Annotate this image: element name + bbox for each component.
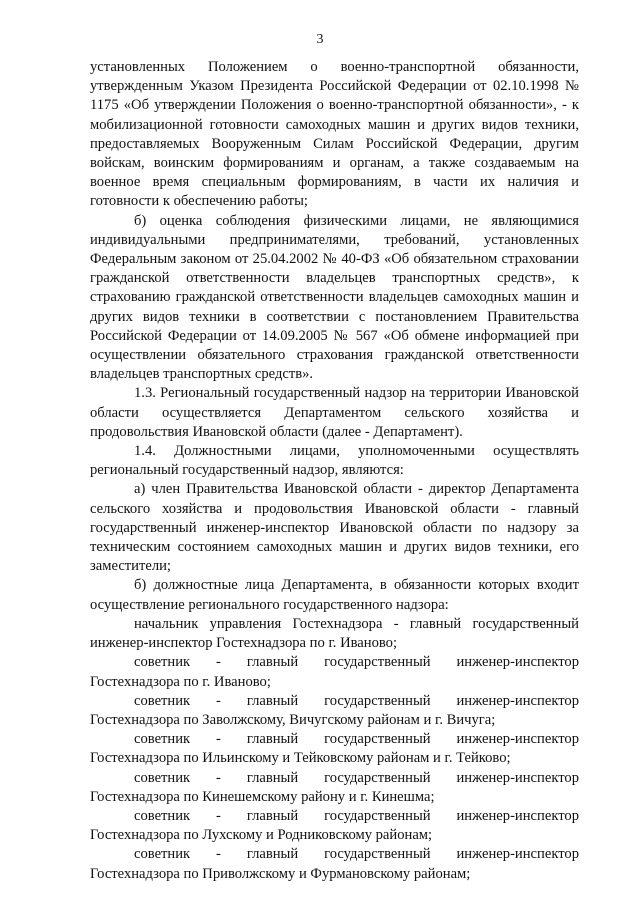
page-number: 3: [316, 32, 324, 47]
paragraph-advisor-zavolzhsky-vichugsky: советник - главный государственный инженер-инспектор Гостехнадзора по Заволжскому, Вичугскому районам и г. Вичуга;: [90, 692, 579, 728]
paragraph-advisor-ilyinsky-teykovsky: советник - главный государственный инженер-инспектор Гостехнадзора по Ильинскому и Тейковскому районам и г. Тейково;: [90, 731, 579, 767]
paragraph-item-b-department-officials: б) должностные лица Департамента, в обязанности которых входит осуществление регионального государственного надзора:: [90, 577, 579, 613]
paragraph-advisor-privolzhsky-furmanovsky: советник - главный государственный инженер-инспектор Гостехнадзора по Приволжскому и Фурмановскому районам;: [90, 846, 579, 882]
document-body: [90, 58, 579, 884]
paragraph-advisor-ivanovo: советник - главный государственный инженер-инспектор Гостехнадзора по г. Иваново;: [90, 654, 579, 690]
paragraph-1-4-authorized-officials: 1.4. Должностными лицами, уполномоченными осуществлять региональный государственный надзор, являются:: [90, 443, 579, 479]
paragraph-1-3-supervising-department: 1.3. Региональный государственный надзор на территории Ивановской области осуществляется Департаментом сельского хозяйства и продовольствия Ивановской области (далее - Департамент).: [90, 385, 579, 440]
paragraph-advisor-kineshemsky: советник - главный государственный инженер-инспектор Гостехнадзора по Кинешемскому району и г. Кинешма;: [90, 769, 579, 805]
paragraph-head-of-directorate: начальник управления Гостехнадзора - главный государственный инженер-инспектор Гостехнадзора по г. Иваново;: [90, 615, 579, 652]
paragraph-transport-obligation-continued: установленных Положением о военно-транспортной обязанности, утвержденным Указом Президента Российской Федерации от 02.10.1998 № 1175 «Об утверждении Положения о военно-транспортной обязанности», - к мобилизационной готовности самоходных машин и других видов техники, предоставляемых Вооруженным Силам Российской Федерации, другим войскам, воинским формированиям и органам, а также создаваемым на военное время специальным формированиям, в части их наличия и готовности к обеспечению работы;: [90, 59, 579, 210]
paragraph-advisor-lukhsky-rodnikovsky: советник - главный государственный инженер-инспектор Гостехнадзора по Лухскому и Родниковскому районам;: [90, 807, 579, 844]
paragraph-item-a-director: а) член Правительства Ивановской области - директор Департамента сельского хозяйства и продовольствия Ивановской области - главный государственный инженер-инспектор Ивановской области по надзору за техническим состоянием самоходных машин и других видов техники, его заместители;: [90, 481, 579, 575]
paragraph-item-b-insurance-compliance: б) оценка соблюдения физическими лицами, не являющимися индивидуальными предпринимателями, требований, установленных Федеральным законом от 25.04.2002 № 40-ФЗ «Об обязательном страховании гражданской ответственности владельцев транспортных средств», к страхованию гражданской ответственности владельцев самоходных машин и других видов техники в соответствии с постановлением Правительства Российской Федерации от 14.09.2005 № 567 «Об обмене информацией при осуществлении обязательного страхования гражданской ответственности владельцев транспортных средств».: [90, 212, 579, 383]
